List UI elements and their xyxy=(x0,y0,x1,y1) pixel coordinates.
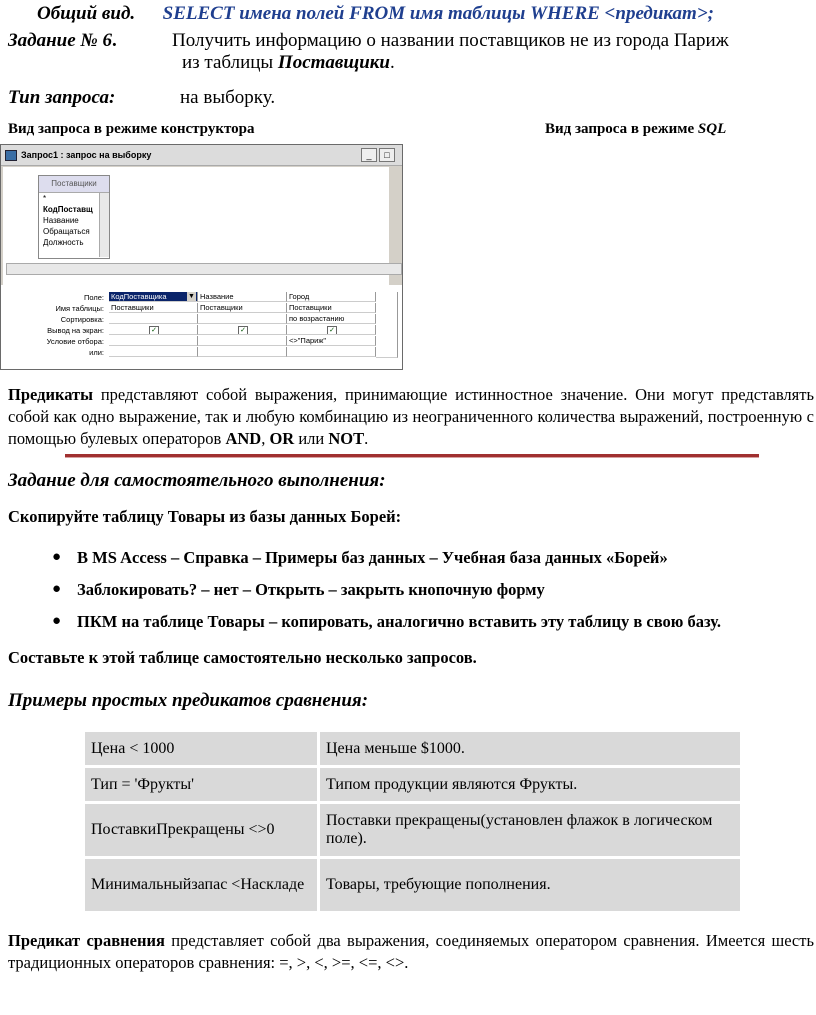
grid-sort-cell[interactable]: по возрастанию xyxy=(287,314,376,324)
field-item[interactable]: Название xyxy=(43,216,79,225)
grid-table-cell[interactable]: Поставщики xyxy=(109,303,198,313)
general-label: Общий вид. xyxy=(37,3,136,24)
query-type-label: Тип запроса: xyxy=(8,87,116,108)
fields-placeholder: имена полей xyxy=(239,3,345,24)
grid-row-label: или: xyxy=(89,348,104,357)
bullet-item: Заблокировать? – нет – Открыть – закрыть кнопочную форму xyxy=(77,580,545,599)
period: . xyxy=(364,429,369,448)
grid-table-cell[interactable]: Поставщики xyxy=(198,303,287,313)
grid-criteria-cell[interactable] xyxy=(109,336,198,346)
field-item[interactable]: КодПоставщ xyxy=(43,205,93,214)
task-label xyxy=(8,30,117,52)
task-number: Задание № 6 xyxy=(8,30,113,51)
grid-row-label: Вывод на экран: xyxy=(47,326,104,335)
sql-view-label-pre: Вид запроса в режиме xyxy=(545,121,698,137)
grid-or-cell[interactable] xyxy=(198,347,287,357)
table-cell: Типом продукции являются Фрукты. xyxy=(320,768,740,801)
grid-field-cell[interactable]: Город xyxy=(287,292,376,302)
self-task-heading: Задание для самостоятельного выполнения: xyxy=(8,470,386,491)
bullet-icon: ● xyxy=(52,581,62,597)
field-item[interactable]: Обращаться xyxy=(43,227,90,236)
chevron-down-icon[interactable]: ▼ xyxy=(188,293,195,300)
sql-keyword: SQL xyxy=(697,121,727,137)
table-cell: Тип = 'Фрукты' xyxy=(85,768,317,801)
comparison-paragraph xyxy=(8,930,814,974)
and-operator: AND xyxy=(225,429,262,448)
design-grid xyxy=(1,285,402,369)
grid-row-label: Поле: xyxy=(83,293,104,302)
grid-show-cell[interactable] xyxy=(109,325,198,335)
grid-row-label: Имя таблицы: xyxy=(55,304,104,313)
grid-table-cell[interactable]: Поставщики xyxy=(287,303,376,313)
tables-pane-scrollbar[interactable] xyxy=(6,263,402,275)
table-cell: ПоставкиПрекращены <>0 xyxy=(85,804,317,856)
table-row xyxy=(85,859,740,911)
field-list-title: Поставщики xyxy=(39,176,109,193)
table-cell: Цена < 1000 xyxy=(85,732,317,765)
window-title: Запрос1 : запрос на выборку xyxy=(21,150,152,160)
bullet-icon: ● xyxy=(52,613,62,629)
table-cell: Минимальныйзапас <Наскладе xyxy=(85,859,317,911)
bullet-item: ПКМ на таблице Товары – копировать, аналогично вставить эту таблицу в свою базу. xyxy=(77,612,721,631)
minimize-button[interactable]: _ xyxy=(361,148,377,162)
constructor-view-label: Вид запроса в режиме конструктора xyxy=(8,121,255,137)
predicates-text: представляют собой выражения, принимающие истинностное значение. Они могут представлять собой как одно выражение, так и любую комбинацию из неограниченного количества выражений, построенную с помощью булевых операторов xyxy=(8,385,814,448)
query-designer-window xyxy=(0,144,403,370)
predicates-paragraph xyxy=(8,384,814,450)
copy-instruction: Скопируйте таблицу Товары из базы данных Борей: xyxy=(8,507,402,526)
table-row xyxy=(85,804,740,856)
grid-show-cell[interactable] xyxy=(198,325,287,335)
field-item[interactable]: Должность xyxy=(43,238,84,247)
grid-row-label: Условие отбора: xyxy=(46,337,104,346)
grid-criteria-cell[interactable] xyxy=(198,336,287,346)
grid-sort-cell[interactable] xyxy=(198,314,287,324)
section-divider xyxy=(65,454,759,458)
window-titlebar xyxy=(1,145,402,166)
table-field-list[interactable] xyxy=(38,175,110,259)
grid-criteria-cell[interactable]: <>"Париж" xyxy=(287,336,376,346)
grid-or-cell[interactable] xyxy=(287,347,376,357)
table-row xyxy=(85,768,740,801)
grid-row-label: Сортировка: xyxy=(60,315,104,324)
task-text-line1: Получить информацию о названии поставщиков не из города Париж xyxy=(172,30,729,51)
show-checkbox[interactable]: ✓ xyxy=(238,326,248,335)
ili-text: или xyxy=(294,429,329,448)
task-table-name: Поставщики xyxy=(277,52,390,73)
compose-instruction: Составьте к этой таблице самостоятельно несколько запросов. xyxy=(8,648,477,667)
maximize-button[interactable]: □ xyxy=(379,148,395,162)
select-keyword: SELECT xyxy=(162,3,235,24)
grid-empty-column[interactable] xyxy=(376,292,398,358)
task-line2-post: . xyxy=(390,52,395,73)
not-operator: NOT xyxy=(328,429,365,448)
or-operator: OR xyxy=(269,429,295,448)
table-cell: Поставки прекращены(установлен флажок в логическом поле). xyxy=(320,804,740,856)
grid-field-cell[interactable]: Название xyxy=(198,292,287,302)
grid-or-cell[interactable] xyxy=(109,347,198,357)
show-checkbox[interactable]: ✓ xyxy=(149,326,159,335)
task-line2-pre: из таблицы xyxy=(182,52,278,73)
table-row xyxy=(85,732,740,765)
grid-field-value: КодПоставщика xyxy=(111,292,167,301)
task-text-line2 xyxy=(182,52,395,74)
general-view-line xyxy=(37,3,714,25)
where-keyword: WHERE xyxy=(530,3,600,24)
bullet-item: В MS Access – Справка – Примеры баз данных – Учебная база данных «Борей» xyxy=(77,548,668,567)
examples-table xyxy=(82,729,743,914)
comma: , xyxy=(261,429,270,448)
predicates-term: Предикаты xyxy=(8,385,94,404)
table-cell: Товары, требующие пополнения. xyxy=(320,859,740,911)
field-item[interactable]: * xyxy=(43,194,47,203)
grid-show-cell[interactable] xyxy=(287,325,376,335)
grid-sort-cell[interactable] xyxy=(109,314,198,324)
query-icon xyxy=(5,150,17,161)
bullet-icon: ● xyxy=(52,549,62,565)
from-keyword: FROM xyxy=(349,3,406,24)
examples-heading: Примеры простых предикатов сравнения: xyxy=(8,690,369,711)
comparison-term: Предикат сравнения xyxy=(8,931,165,950)
show-checkbox[interactable]: ✓ xyxy=(327,326,337,335)
task-dot: . xyxy=(112,30,117,51)
predicate-placeholder: <предикат>; xyxy=(604,3,714,24)
sql-view-label xyxy=(545,121,726,138)
grid-field-cell[interactable] xyxy=(109,292,198,302)
query-type-value: на выборку. xyxy=(180,87,276,108)
field-list-scrollbar[interactable] xyxy=(99,193,109,257)
comparison-text: представляет собой два выражения, соединяемых оператором сравнения. Имеется шесть традиционных операторов сравнения: =, >, <, >=, <=, <>. xyxy=(8,931,814,972)
table-placeholder: имя таблицы xyxy=(409,3,526,24)
table-cell: Цена меньше $1000. xyxy=(320,732,740,765)
